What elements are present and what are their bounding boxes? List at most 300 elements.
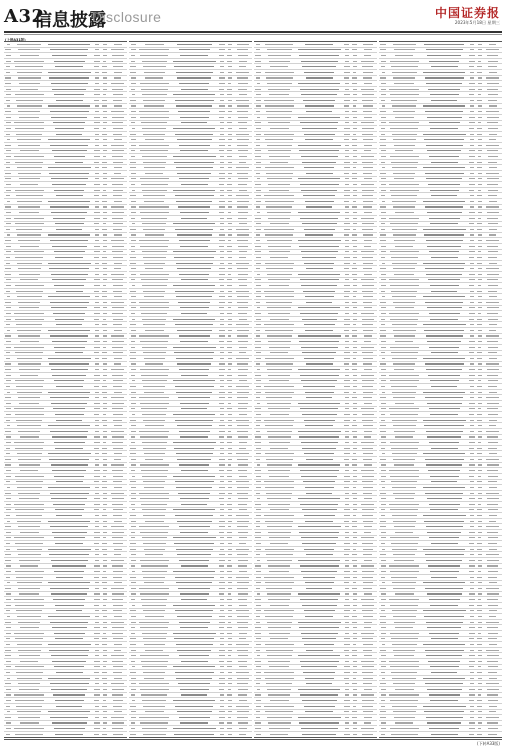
table-cell <box>343 322 352 327</box>
table-cell <box>234 300 252 305</box>
table-cell <box>46 216 93 221</box>
table-cell <box>4 42 13 47</box>
table-cell <box>171 306 218 311</box>
table-cell <box>226 160 233 165</box>
table-cell <box>296 294 343 299</box>
table-cell <box>388 109 421 114</box>
table-cell <box>226 182 233 187</box>
table-cell <box>218 485 227 490</box>
table-cell <box>129 480 138 485</box>
table-cell <box>234 721 252 726</box>
table-cell <box>218 70 227 75</box>
table-cell <box>218 457 227 462</box>
table-cell <box>351 564 358 569</box>
table-cell <box>138 311 171 316</box>
table-cell <box>263 199 296 204</box>
table-cell <box>468 502 477 507</box>
table-cell <box>359 395 377 400</box>
table-cell <box>129 653 138 658</box>
table-cell <box>138 614 171 619</box>
table-cell <box>359 451 377 456</box>
table-cell <box>13 435 46 440</box>
table-cell <box>359 648 377 653</box>
table-cell <box>4 70 13 75</box>
table-cell <box>254 614 263 619</box>
table-cell <box>93 457 102 462</box>
table-cell <box>388 480 421 485</box>
table-cell <box>468 575 477 580</box>
table-cell <box>388 104 421 109</box>
table-cell <box>234 513 252 518</box>
table-cell <box>388 42 421 47</box>
table-cell <box>4 418 13 423</box>
table-cell <box>234 609 252 614</box>
table-cell <box>13 620 46 625</box>
table-cell <box>296 648 343 653</box>
table-cell <box>343 435 352 440</box>
table-cell <box>109 227 127 232</box>
table-cell <box>129 401 138 406</box>
table-cell <box>13 541 46 546</box>
table-cell <box>468 379 477 384</box>
table-cell <box>296 210 343 215</box>
table-cell <box>388 210 421 215</box>
table-cell <box>138 659 171 664</box>
table-cell <box>46 250 93 255</box>
table-cell <box>138 586 171 591</box>
table-cell <box>93 485 102 490</box>
table-cell <box>234 222 252 227</box>
table-cell <box>476 345 483 350</box>
table-cell <box>476 558 483 563</box>
table-cell <box>4 715 13 720</box>
table-cell <box>254 429 263 434</box>
table-cell <box>476 485 483 490</box>
table-cell <box>129 530 138 535</box>
table-cell <box>4 345 13 350</box>
table-cell <box>343 149 352 154</box>
table-cell <box>421 429 468 434</box>
table-cell <box>421 300 468 305</box>
table-cell <box>171 704 218 709</box>
table-cell <box>218 300 227 305</box>
table-cell <box>46 620 93 625</box>
table-cell <box>263 687 296 692</box>
table-cell <box>171 603 218 608</box>
table-cell <box>359 597 377 602</box>
table-cell <box>263 468 296 473</box>
table-cell <box>101 491 108 496</box>
table-cell <box>13 205 46 210</box>
table-cell <box>359 300 377 305</box>
table-cell <box>226 564 233 569</box>
table-cell <box>468 614 477 619</box>
table-cell <box>4 513 13 518</box>
issue-date: 2023年5月18日 星期三 <box>454 20 500 25</box>
table-cell <box>296 76 343 81</box>
table-cell <box>296 42 343 47</box>
table-cell <box>109 659 127 664</box>
table-cell <box>388 586 421 591</box>
table-cell <box>218 182 227 187</box>
table-cell <box>171 569 218 574</box>
table-cell <box>388 609 421 614</box>
table-cell <box>109 508 127 513</box>
table-cell <box>101 620 108 625</box>
table-cell <box>476 154 483 159</box>
table-cell <box>421 278 468 283</box>
table-cell <box>218 132 227 137</box>
table-cell <box>218 502 227 507</box>
table-cell <box>109 592 127 597</box>
table-cell <box>234 429 252 434</box>
table-cell <box>129 687 138 692</box>
table-cell <box>468 351 477 356</box>
table-cell <box>254 401 263 406</box>
table-cell <box>351 143 358 148</box>
table-cell <box>109 457 127 462</box>
table-cell <box>46 238 93 243</box>
table-cell <box>46 412 93 417</box>
table-cell <box>226 334 233 339</box>
table-cell <box>218 642 227 647</box>
table-cell <box>109 92 127 97</box>
table-cell <box>226 59 233 64</box>
table-cell <box>93 109 102 114</box>
table-cell <box>4 541 13 546</box>
table-cell <box>379 250 388 255</box>
table-cell <box>263 435 296 440</box>
table-cell <box>171 216 218 221</box>
table-cell <box>109 536 127 541</box>
table-cell <box>138 317 171 322</box>
table-cell <box>93 132 102 137</box>
table-cell <box>234 569 252 574</box>
table-cell <box>46 244 93 249</box>
table-cell <box>93 620 102 625</box>
table-cell <box>484 345 502 350</box>
table-cell <box>138 513 171 518</box>
table-cell <box>388 681 421 686</box>
table-cell <box>254 435 263 440</box>
table-cell <box>109 463 127 468</box>
table-cell <box>13 474 46 479</box>
table-cell <box>359 390 377 395</box>
table-cell <box>388 59 421 64</box>
table-cell <box>234 457 252 462</box>
table-cell <box>484 379 502 384</box>
table-cell <box>379 440 388 445</box>
table-cell <box>171 558 218 563</box>
table-cell <box>93 418 102 423</box>
table-cell <box>93 715 102 720</box>
table-cell <box>476 496 483 501</box>
masthead <box>0 0 506 34</box>
table-cell <box>351 721 358 726</box>
table-cell <box>109 210 127 215</box>
table-cell <box>218 440 227 445</box>
table-cell <box>421 407 468 412</box>
table-cell <box>359 132 377 137</box>
table-cell <box>476 300 483 305</box>
table-cell <box>101 440 108 445</box>
table-cell <box>129 558 138 563</box>
table-cell <box>343 334 352 339</box>
table-cell <box>476 726 483 731</box>
table-cell <box>351 272 358 277</box>
table-cell <box>138 272 171 277</box>
table-cell <box>218 592 227 597</box>
table-cell <box>468 451 477 456</box>
table-cell <box>263 311 296 316</box>
table-cell <box>388 205 421 210</box>
table-cell <box>171 609 218 614</box>
table-cell <box>101 536 108 541</box>
table-cell <box>46 440 93 445</box>
table-cell <box>4 435 13 440</box>
table-cell <box>234 149 252 154</box>
table-cell <box>4 81 13 86</box>
table-cell <box>343 104 352 109</box>
table-cell <box>234 272 252 277</box>
table-cell <box>351 70 358 75</box>
table-cell <box>226 620 233 625</box>
table-cell <box>138 603 171 608</box>
table-cell <box>296 468 343 473</box>
table-cell <box>351 222 358 227</box>
table-cell <box>138 468 171 473</box>
table-cell <box>218 569 227 574</box>
table-cell <box>296 429 343 434</box>
table-cell <box>254 121 263 126</box>
table-cell <box>254 322 263 327</box>
table-cell <box>138 300 171 305</box>
table-cell <box>93 70 102 75</box>
table-cell <box>234 502 252 507</box>
table-cell <box>379 592 388 597</box>
table-cell <box>484 334 502 339</box>
table-cell <box>138 440 171 445</box>
table-cell <box>13 289 46 294</box>
table-cell <box>421 266 468 271</box>
table-cell <box>101 177 108 182</box>
table-cell <box>343 132 352 137</box>
table-cell <box>234 423 252 428</box>
table-cell <box>296 575 343 580</box>
table-cell <box>476 530 483 535</box>
table-cell <box>351 210 358 215</box>
table-cell <box>263 496 296 501</box>
table-cell <box>388 334 421 339</box>
table-cell <box>4 250 13 255</box>
table-cell <box>4 665 13 670</box>
table-cell <box>101 625 108 630</box>
table-cell <box>359 362 377 367</box>
table-cell <box>101 726 108 731</box>
table-cell <box>109 289 127 294</box>
table-cell <box>4 710 13 715</box>
table-cell <box>484 160 502 165</box>
table-cell <box>218 222 227 227</box>
table-cell <box>379 597 388 602</box>
table-cell <box>93 48 102 53</box>
table-cell <box>296 199 343 204</box>
table-cell <box>343 317 352 322</box>
table-cell <box>359 76 377 81</box>
table-cell <box>93 266 102 271</box>
table-cell <box>254 468 263 473</box>
table-cell <box>484 698 502 703</box>
table-cell <box>46 351 93 356</box>
table-cell <box>263 367 296 372</box>
table-cell <box>226 266 233 271</box>
table-cell <box>234 322 252 327</box>
table-cell <box>4 109 13 114</box>
table-cell <box>46 92 93 97</box>
table-cell <box>421 165 468 170</box>
table-cell <box>129 681 138 686</box>
table-cell <box>101 552 108 557</box>
table-cell <box>484 339 502 344</box>
table-cell <box>484 294 502 299</box>
table-cell <box>101 278 108 283</box>
table-cell <box>13 334 46 339</box>
table-cell <box>468 227 477 232</box>
table-cell <box>13 457 46 462</box>
table-cell <box>351 216 358 221</box>
table-cell <box>138 569 171 574</box>
table-cell <box>138 681 171 686</box>
table-cell <box>101 182 108 187</box>
table-cell <box>4 53 13 58</box>
table-cell <box>351 704 358 709</box>
table-cell <box>46 519 93 524</box>
table-cell <box>351 261 358 266</box>
table-cell <box>359 98 377 103</box>
table-cell <box>138 250 171 255</box>
table-cell <box>484 491 502 496</box>
table-cell <box>226 255 233 260</box>
table-cell <box>421 250 468 255</box>
table-cell <box>226 614 233 619</box>
table-cell <box>351 648 358 653</box>
table-cell <box>476 407 483 412</box>
table-cell <box>379 384 388 389</box>
table-cell <box>343 513 352 518</box>
table-cell <box>129 367 138 372</box>
table-cell <box>234 524 252 529</box>
table-cell <box>484 261 502 266</box>
table-cell <box>93 631 102 636</box>
table-cell <box>263 81 296 86</box>
table-cell <box>388 726 421 731</box>
table-cell <box>218 339 227 344</box>
table-cell <box>226 508 233 513</box>
table-cell <box>101 104 108 109</box>
table-cell <box>388 278 421 283</box>
table-cell <box>46 317 93 322</box>
table-cell <box>359 670 377 675</box>
table-cell <box>388 98 421 103</box>
table-cell <box>343 693 352 698</box>
table-cell <box>476 440 483 445</box>
table-cell <box>343 581 352 586</box>
table-cell <box>218 227 227 232</box>
table-cell <box>171 334 218 339</box>
table-cell <box>263 597 296 602</box>
table-cell <box>4 704 13 709</box>
table-cell <box>138 485 171 490</box>
table-cell <box>484 468 502 473</box>
table-cell <box>234 289 252 294</box>
table-cell <box>4 126 13 131</box>
table-cell <box>476 575 483 580</box>
table-cell <box>468 367 477 372</box>
table-cell <box>468 721 477 726</box>
table-cell <box>484 642 502 647</box>
table-cell <box>351 491 358 496</box>
table-cell <box>254 721 263 726</box>
table-cell <box>4 423 13 428</box>
table-cell <box>101 121 108 126</box>
table-cell <box>129 182 138 187</box>
table-cell <box>109 143 127 148</box>
table-cell <box>226 395 233 400</box>
table-cell <box>109 379 127 384</box>
table-cell <box>351 530 358 535</box>
table-cell <box>468 59 477 64</box>
table-cell <box>101 401 108 406</box>
table-cell <box>359 250 377 255</box>
table-cell <box>421 98 468 103</box>
table-cell <box>101 238 108 243</box>
table-cell <box>13 311 46 316</box>
table-cell <box>218 115 227 120</box>
table-cell <box>388 642 421 647</box>
table-cell <box>254 244 263 249</box>
table-cell <box>101 171 108 176</box>
table-cell <box>226 137 233 142</box>
table-cell <box>379 659 388 664</box>
table-cell <box>109 519 127 524</box>
table-cell <box>359 581 377 586</box>
table-cell <box>4 474 13 479</box>
table-cell <box>171 693 218 698</box>
table-cell <box>468 160 477 165</box>
table-cell <box>296 463 343 468</box>
table-cell <box>13 266 46 271</box>
table-cell <box>351 160 358 165</box>
table-cell <box>351 401 358 406</box>
table-cell <box>263 205 296 210</box>
table-cell <box>388 238 421 243</box>
table-cell <box>129 300 138 305</box>
table-cell <box>421 552 468 557</box>
table-cell <box>476 193 483 198</box>
table-cell <box>359 480 377 485</box>
table-cell <box>234 76 252 81</box>
table-cell <box>218 261 227 266</box>
table-cell <box>296 451 343 456</box>
table-cell <box>171 575 218 580</box>
table-cell <box>234 463 252 468</box>
table-cell <box>129 261 138 266</box>
table-cell <box>218 653 227 658</box>
table-cell <box>171 541 218 546</box>
table-cell <box>226 177 233 182</box>
table-cell <box>468 698 477 703</box>
table-cell <box>476 126 483 131</box>
